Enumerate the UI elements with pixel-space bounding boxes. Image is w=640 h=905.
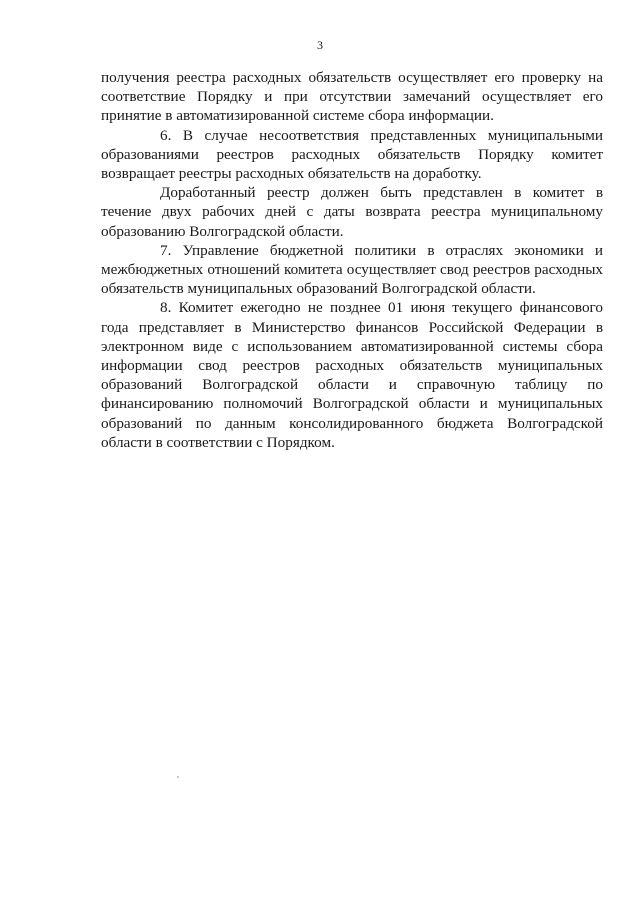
paragraph-item-6: 6. В случае несоответствия представленных муниципальными образованиями реестров расходных обязательств Порядку комитет возвращает реестры расходных обязательств на доработку.: [101, 126, 603, 183]
paragraph-revised-registry: Доработанный реестр должен быть представлен в комитет в течение двух рабочих дней с даты возврата реестра муниципальному образованию Волгоградской области.: [101, 184, 603, 240]
document-body: [101, 68, 603, 452]
paragraph-continuation: получения реестра расходных обязательств осуществляет его проверку на соответствие Порядку и при отсутствии замечаний осуществляет его принятие в автоматизированной системе сбора информации.: [101, 69, 603, 125]
page-number: 3: [317, 38, 323, 52]
paragraph-item-8: 8. Комитет ежегодно не позднее 01 июня текущего финансового года представляет в Министерство финансов Российской Федерации в электронном виде с использованием автоматизированной системы сбора информации свод реестров расходных обязательств муниципальных образований Волгоградской области и справочную таблицу по финансированию полномочий Волгоградской области и муниципальных образований по данным консолидированного бюджета Волгоградской области в соответствии с Порядком.: [101, 299, 603, 451]
scan-artifact-dot: [177, 776, 179, 778]
paragraph-item-7: 7. Управление бюджетной политики в отраслях экономики и межбюджетных отношений комитета осуществляет свод реестров расходных обязательств муниципальных образований Волгоградской области.: [101, 241, 603, 298]
